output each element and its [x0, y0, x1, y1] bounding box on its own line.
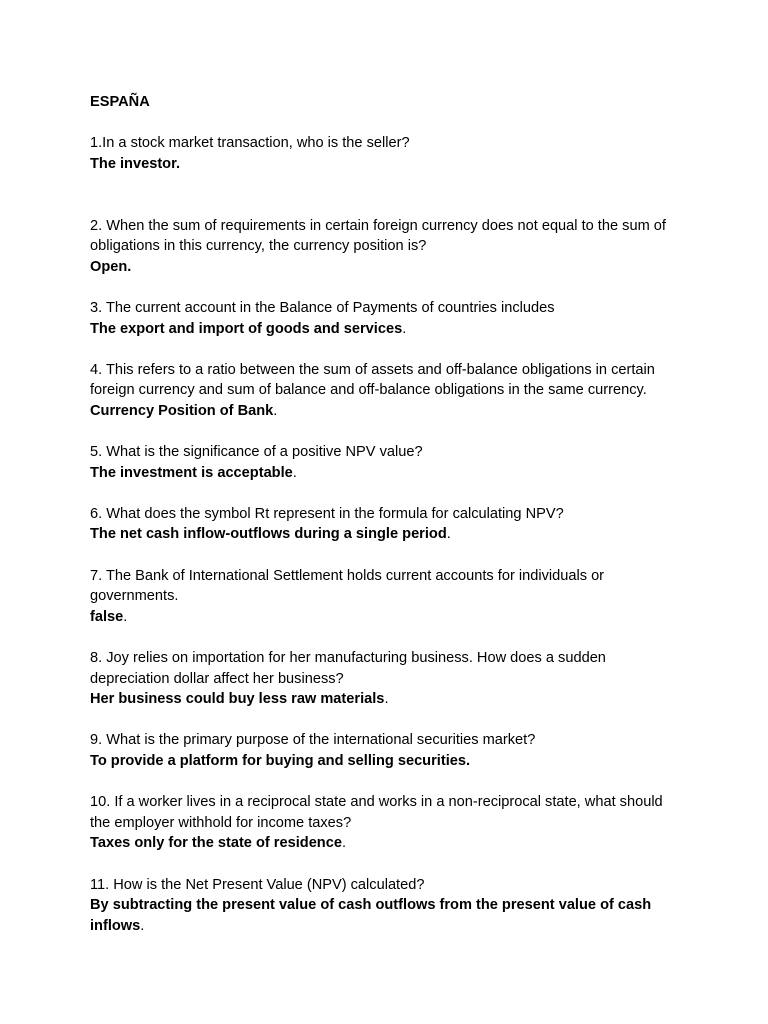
qa-item-4 [90, 360, 678, 422]
question-text: 7. The Bank of International Settlement holds current accounts for individuals or governments. [90, 567, 605, 605]
answer-suffix: . [292, 464, 297, 481]
answer-text [90, 895, 678, 936]
answer-body: Her business could buy less raw materials [90, 691, 385, 708]
answer-text [90, 401, 678, 422]
answer-text [90, 463, 678, 484]
answer-text [90, 257, 678, 278]
answer-body: To provide a platform for buying and selling securities. [90, 753, 471, 769]
qa-item-9 [90, 730, 678, 771]
answer-suffix: . [402, 320, 407, 337]
answer-body: Currency Position of Bank [90, 402, 274, 419]
answer-body: The investor. [90, 155, 181, 172]
qa-item-8 [90, 648, 678, 710]
question-text: 6. What does the symbol Rt represent in the formula for calculating NPV? [90, 505, 564, 522]
answer-text [90, 607, 678, 628]
answer-body: false [90, 608, 124, 625]
qa-item-3 [90, 298, 678, 339]
question-text: 11. How is the Net Present Value (NPV) calculated? [90, 876, 425, 893]
answer-suffix: . [140, 917, 145, 934]
answer-suffix: . [446, 526, 451, 543]
answer-text [90, 154, 678, 175]
question-text: 9. What is the primary purpose of the international securities market? [90, 732, 536, 749]
answer-body: By subtracting the present value of cash outflows from the present value of cash inflows [90, 897, 652, 934]
answer-body: Taxes only for the state of residence [90, 835, 342, 852]
question-text: 10. If a worker lives in a reciprocal state and works in a non-reciprocal state, what should the employer withhold for income taxes? [90, 794, 663, 831]
question-text: 3. The current account in the Balance of Payments of countries includes [90, 299, 555, 316]
qa-item-6 [90, 504, 678, 545]
answer-suffix: . [341, 835, 347, 852]
question-text: 2. When the sum of requirements in certain foreign currency does not equal to the sum of obligations in this currency, the currency position is? [90, 217, 666, 255]
answer-text [90, 751, 678, 772]
question-text: 8. Joy relies on importation for her manufacturing business. How does a sudden depreciation dollar affect her business? [90, 650, 606, 687]
qa-item-10 [90, 792, 678, 854]
answer-text [90, 319, 678, 340]
answer-suffix: . [273, 402, 278, 419]
answer-body: The investment is acceptable [90, 464, 293, 481]
answer-text [90, 833, 678, 854]
answer-text [90, 689, 678, 710]
qa-item-7 [90, 566, 678, 628]
answer-text [90, 524, 678, 545]
question-text: 5. What is the significance of a positive NPV value? [90, 444, 423, 461]
answer-body: The net cash inflow-outflows during a single period [90, 526, 447, 543]
qa-item-1 [90, 133, 678, 174]
answer-suffix: . [384, 691, 389, 708]
question-text: 4. This refers to a ratio between the sum of assets and off-balance obligations in certain foreign currency and sum of balance and off-balance obligations in the same currency. [90, 361, 655, 399]
qa-item-2 [90, 216, 678, 278]
document-title: ESPAÑA [90, 94, 150, 110]
question-text: 1.In a stock market transaction, who is the seller? [90, 135, 410, 152]
answer-suffix: . [123, 608, 128, 625]
answer-body: Open. [90, 258, 132, 275]
qa-item-5 [90, 442, 678, 483]
qa-item-11 [90, 875, 678, 937]
answer-body: The export and import of goods and services [90, 320, 403, 337]
